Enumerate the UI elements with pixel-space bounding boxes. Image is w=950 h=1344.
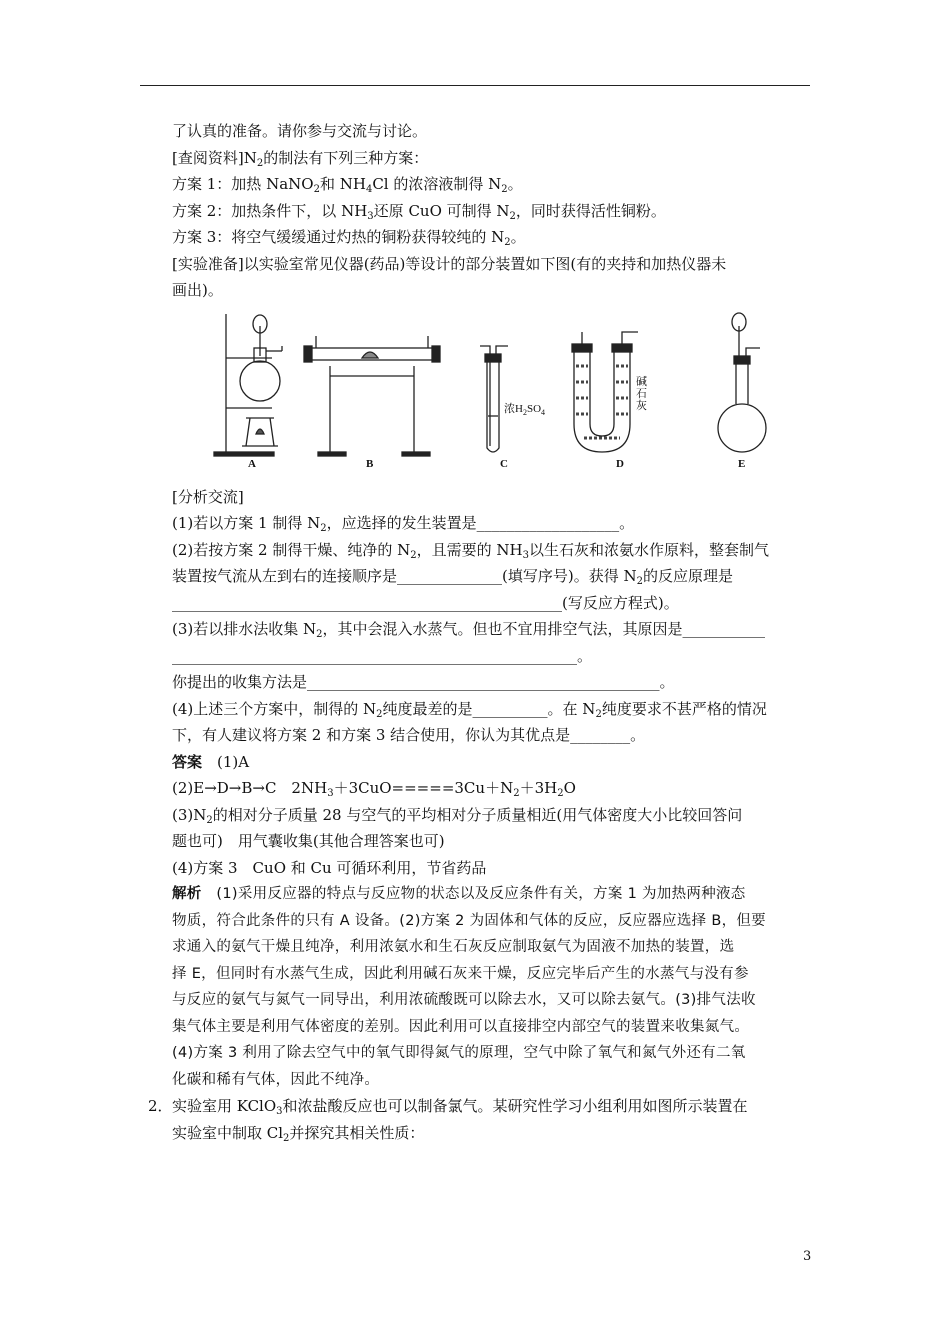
text: 。 <box>510 228 526 246</box>
header-rule <box>140 85 810 86</box>
question-2-stem: 2． 实验室用 KClO$_3$和浓盐酸反应也可以制备氯气。某研究性学习小组利用如图所示装置在 <box>172 1093 812 1120</box>
answer-1: 答案 (1)A <box>172 752 250 771</box>
explanation-label: 解析 <box>172 886 202 902</box>
label-b: B <box>366 457 374 470</box>
question-number: 2． <box>148 1097 173 1115</box>
answer-2: (2)E→D→B→C $2NH_3+3CuO=====3Cu+N_2+3H_2O$ <box>172 779 576 799</box>
text: 的制法有下列三种方案： <box>263 148 429 167</box>
answer-4: (4)方案 3 CuO 和 Cu 可循环利用，节省药品 <box>172 858 487 877</box>
subscript: 2 <box>313 184 320 195</box>
document-body <box>148 118 812 1146</box>
apparatus-drawing <box>212 306 792 466</box>
question-3: (3)若以排水法收集 $N_2$，其中会混入水蒸气。但也不宜用排空气法，其原因是___________ <box>172 620 766 640</box>
text: 方案 2：加热条件下，以 NH <box>172 201 368 220</box>
text: 方案 3：将空气缓缓通过灼热的铜粉获得较纯的 N <box>172 228 505 246</box>
scheme-1 <box>172 171 812 198</box>
subscript: 2 <box>501 184 508 195</box>
apparatus-c-drawing <box>480 346 508 452</box>
paragraph <box>172 277 812 304</box>
paragraph <box>172 145 812 172</box>
subscript: 2 <box>504 237 511 248</box>
question-2-stem-cont: 实验室中制取 $Cl_2$并探究其相关性质： <box>172 1123 425 1144</box>
explanation: 求通入的氨气干燥且纯净，利用浓氨水和生石灰反应制取氨气为固液不加热的装置，选 <box>172 939 735 955</box>
explanation: 择 E，但同时有水蒸气生成，因此利用碱石灰来干燥，反应完毕后产生的水蒸气与没有参 <box>172 965 749 982</box>
subscript: 2 <box>509 210 516 222</box>
label-e: E <box>738 457 746 470</box>
section-title: [分析交流] <box>172 487 244 506</box>
question-3-cont: 你提出的收集方法是_______________________________________________。 <box>172 673 675 691</box>
subscript: 4 <box>365 184 373 195</box>
scheme-3 <box>172 224 812 251</box>
subscript: 2 <box>256 157 264 169</box>
question-4-cont: 下，有人建议将方案 2 和方案 3 结合使用，你认为其优点是________。 <box>172 726 646 744</box>
explanation: 解析 (1)采用反应器的特点与反应物的状态以及反应条件有关，方案 1 为加热两种液态 <box>172 886 746 902</box>
explanation: 物质，符合此条件的只有 A 设备。(2)方案 2 为固体和气体的反应，反应器应选择 B，但要 <box>172 912 766 929</box>
text: [查阅资料]N <box>172 148 257 167</box>
apparatus-c-note: 浓$H_2SO_4$ <box>504 402 546 417</box>
label-a: A <box>248 457 256 470</box>
text: Cl 的浓溶液制得 N <box>372 175 502 193</box>
label-c: C <box>500 457 508 470</box>
apparatus-figure <box>212 306 792 484</box>
text: 。 <box>507 175 523 193</box>
explanation: (4)方案 3 利用了除去空气中的氧气即得氮气的原理，空气中除了氧气和氮气外还有二氧 <box>172 1045 746 1061</box>
apparatus-d-note: 碱 石 灰 <box>636 375 647 412</box>
answer-label: 答案 <box>172 752 203 771</box>
apparatus-a-drawing <box>214 314 282 456</box>
label-d: D <box>616 457 624 470</box>
question-1: (1)若以方案 1 制得 $N_2$，应选择的发生装置是___________________。 <box>172 514 635 534</box>
text: 方案 1：加热 NaNO <box>172 175 314 193</box>
text: ，同时获得活性铜粉。 <box>515 201 666 220</box>
apparatus-b-drawing <box>304 336 440 456</box>
apparatus-e-drawing <box>718 313 766 452</box>
subscript: 3 <box>367 210 374 222</box>
question-2-cont: 装置按气流从左到右的连接顺序是______________(填写序号)。获得 $N_2$的反应原理是 <box>172 567 733 587</box>
paragraph <box>172 118 812 145</box>
apparatus-d-drawing <box>572 332 638 452</box>
question-4: (4)上述三个方案中，制得的 $N_2$纯度最差的是__________。在 $N_2$纯度要求不甚严格的情况 <box>172 699 767 720</box>
answer-3: $(3)N_2$的相对分子质量 28 与空气的平均相对分子质量相近(用气体密度大小比较回答问 <box>172 805 743 826</box>
text: 画出)。 <box>172 281 223 299</box>
page-number: 3 <box>803 1249 812 1264</box>
paragraph <box>172 251 812 278</box>
explanation: 化碳和稀有气体，因此不纯净。 <box>172 1071 380 1088</box>
question-2: (2)若按方案 2 制得干燥、纯净的 $N_2$，且需要的 $NH_3$以生石灰和浓氨水作原料，整套制气 <box>172 540 769 561</box>
text: 还原 CuO 可制得 N <box>373 201 510 220</box>
question-3-cont: ______________________________________________________。 <box>172 646 593 665</box>
explanation: 与反应的氨气与氮气一同导出，利用浓硫酸既可以除去水，又可以除去氨气。(3)排气法收 <box>172 992 756 1008</box>
text: 和 NH <box>319 175 366 193</box>
scheme-2 <box>172 198 812 225</box>
text: [实验准备]以实验室常见仪器(药品)等设计的部分装置如下图(有的夹持和加热仪器未 <box>172 254 727 273</box>
explanation: 集气体主要是利用气体密度的差别。因此利用可以直接排空内部空气的装置来收集氮气。 <box>172 1018 750 1035</box>
question-2-cont: ____________________________________________________(写反应方程式)。 <box>172 593 679 612</box>
answer-3-cont: 题也可) 用气囊收集(其他合理答案也可) <box>172 832 445 850</box>
text: 了认真的准备。请你参与交流与讨论。 <box>172 122 428 140</box>
